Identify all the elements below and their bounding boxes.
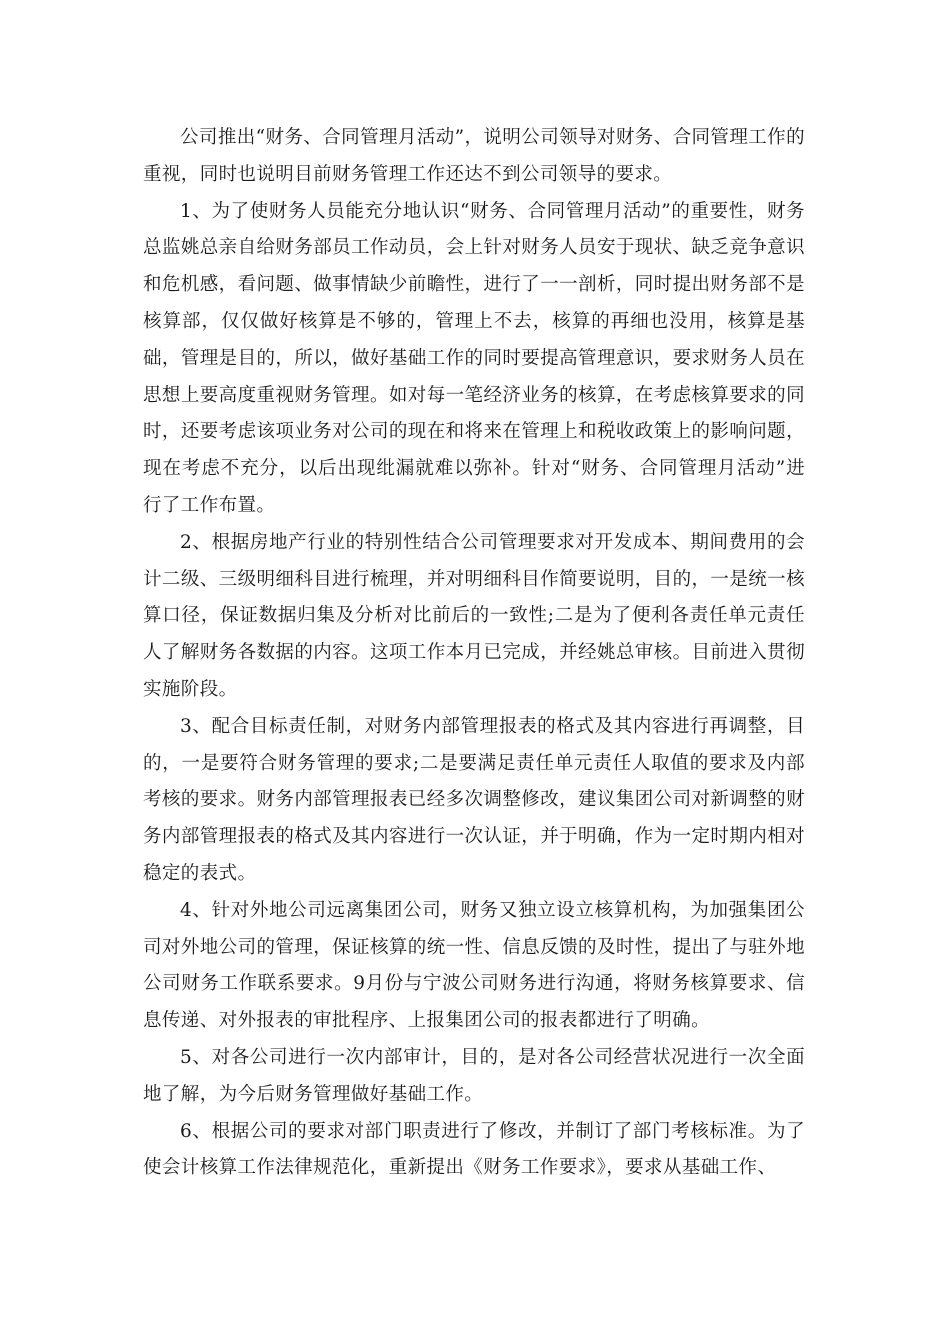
document-body [143,120,805,1187]
paragraph-item-4: 4、针对外地公司远离集团公司，财务又独立设立核算机构，为加强集团公司对外地公司的管理，保证核算的统一性、信息反馈的及时性，提出了与驻外地公司财务工作联系要求。9月份与宁波公司财务进行沟通，将财务核算要求、信息传递、对外报表的审批程序、上报集团公司的报表都进行了明确。 [143,899,805,1032]
paragraph-item-1: 1、为了使财务人员能充分地认识“财务、合同管理月活动”的重要性，财务总监姚总亲自给财务部员工作动员，会上针对财务人员安于现状、缺乏竞争意识和危机感，看问题、做事情缺少前瞻性，进行了一一剖析，同时提出财务部不是核算部，仅仅做好核算是不够的，管理上不去，核算的再细也没用，核算是基础，管理是目的，所以，做好基础工作的同时要提高管理意识，要求财务人员在思想上要高度重视财务管理。如对每一笔经济业务的核算，在考虑核算要求的同时，还要考虑该项业务对公司的现在和将来在管理上和税收政策上的影响问题，现在考虑不充分，以后出现纰漏就难以弥补。针对“财务、合同管理月活动”进行了工作布置。 [143,200,805,516]
paragraph-intro: 公司推出“财务、合同管理月活动”，说明公司领导对财务、合同管理工作的重视，同时也说明目前财务管理工作还达不到公司领导的要求。 [143,127,805,185]
paragraph-item-2: 2、根据房地产行业的特别性结合公司管理要求对开发成本、期间费用的会计二级、三级明细科目进行梳理，并对明细科目作简要说明，目的，一是统一核算口径，保证数据归集及分析对比前后的一致性;二是为了便利各责任单元责任人了解财务各数据的内容。这项工作本月已完成，并经姚总审核。目前进入贯彻实施阶段。 [143,531,805,700]
paragraph-item-5: 5、对各公司进行一次内部审计，目的，是对各公司经营状况进行一次全面地了解，为今后财务管理做好基础工作。 [143,1046,805,1105]
paragraph-item-6: 6、根据公司的要求对部门职责进行了修改，并制订了部门考核标准。为了使会计核算工作法律规范化，重新提出《财务工作要求》，要求从基础工作、 [143,1120,805,1179]
paragraph-item-3: 3、配合目标责任制，对财务内部管理报表的格式及其内容进行再调整，目的，一是要符合财务管理的要求;二是要满足责任单元责任人取值的要求及内部考核的要求。财务内部管理报表已经多次调整修改，建议集团公司对新调整的财务内部管理报表的格式及其内容进行一次认证，并于明确，作为一定时期内相对稳定的表式。 [143,715,805,884]
